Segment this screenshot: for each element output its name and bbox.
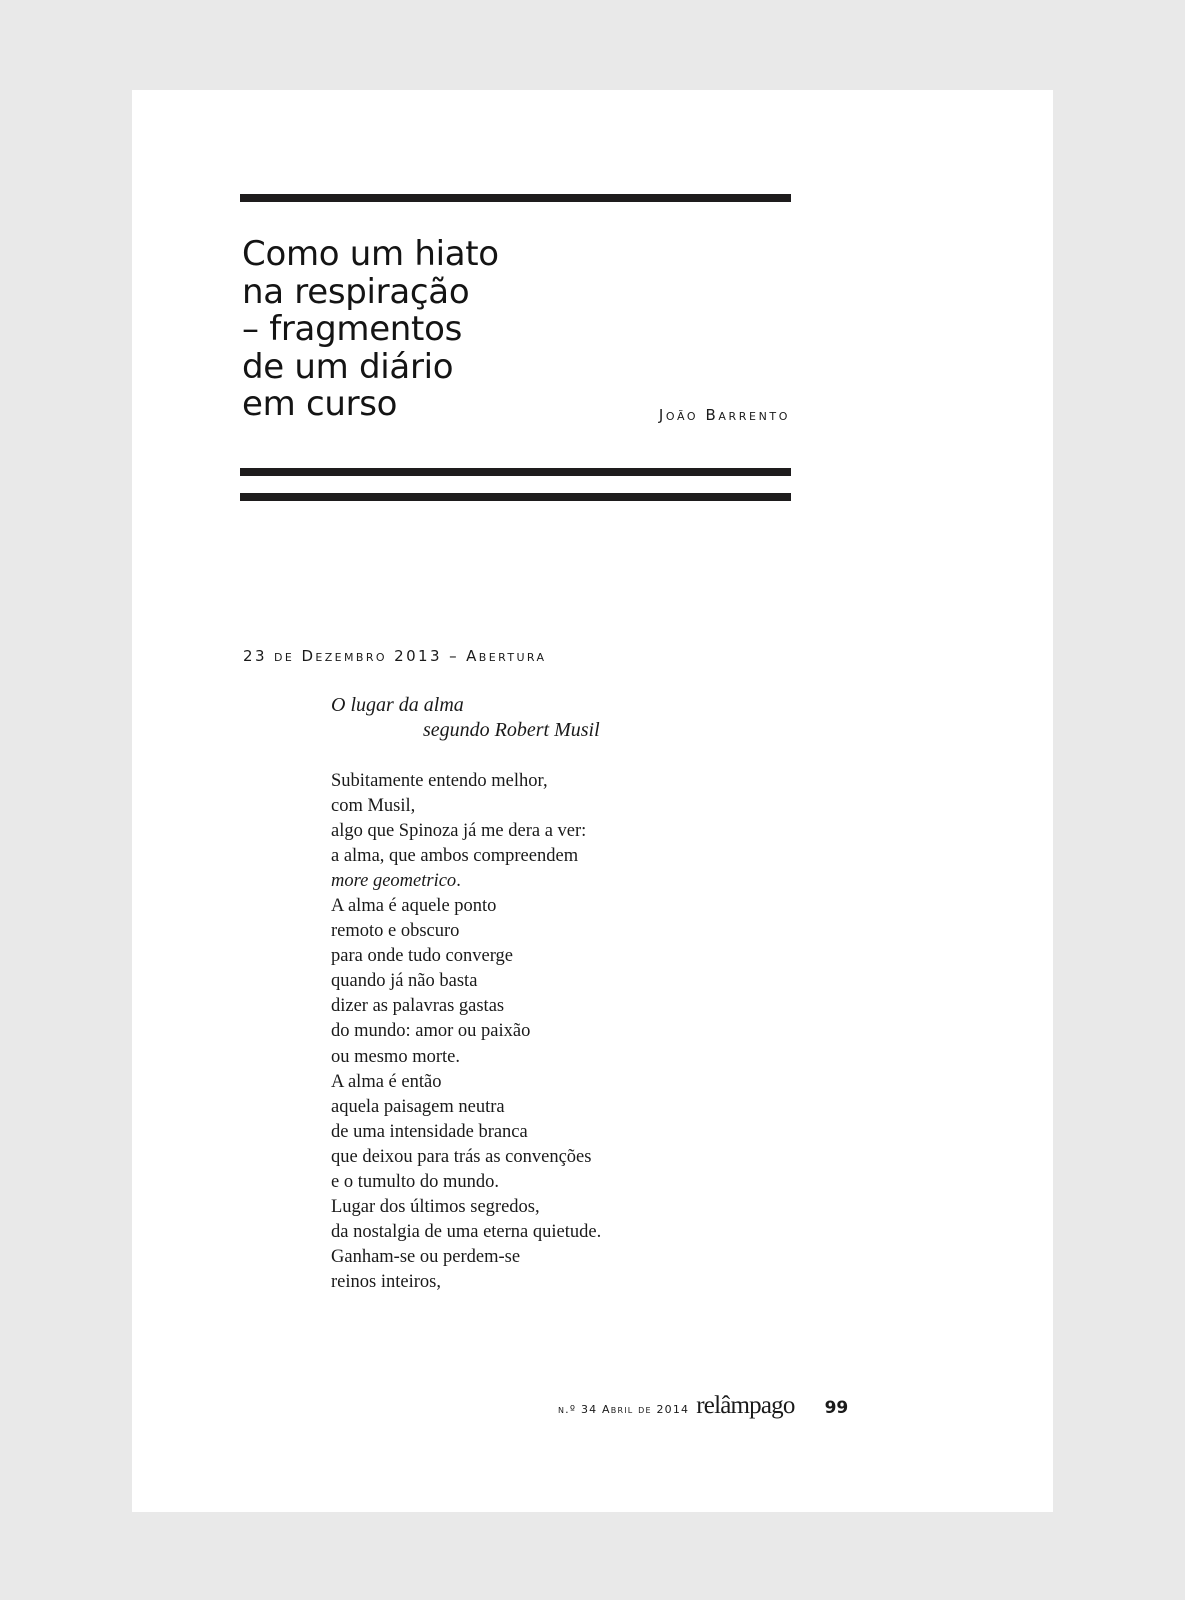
diary-entry-heading: 23 de Dezembro 2013 – Abertura [243,647,547,665]
poem-line: a alma, que ambos compreendem [331,846,579,867]
poem-line: quando já não basta [331,971,478,992]
poem-line: Ganham-se ou perdem-se [331,1246,521,1267]
title-line: de um diário [242,346,454,387]
poem-line-punctuation: . [456,871,461,892]
top-rule [240,194,791,202]
author-name: João Barrento [658,406,790,424]
poem-body [331,769,601,1295]
poem-line: Lugar dos últimos segredos, [331,1196,540,1217]
page-number: 99 [824,1398,849,1418]
poem-line: Subitamente entendo melhor, [331,771,548,791]
poem-line: reinos inteiros, [331,1271,441,1292]
poem-title-line: segundo Robert Musil [423,719,600,741]
poem-line: da nostalgia de uma eterna quietude. [331,1221,602,1242]
article-title [242,236,499,424]
title-line: Como um hiato [242,234,499,274]
poem-line: ou mesmo morte. [331,1046,460,1067]
poem-line: que deixou para trás as convenções [331,1146,592,1167]
poem-line: algo que Spinoza já me dera a ver: [331,821,587,842]
poem-title-line: O lugar da alma [331,694,464,716]
poem-line: aquela paisagem neutra [331,1096,505,1117]
poem-line: A alma é aquele ponto [331,896,497,917]
poem-line [331,869,601,894]
bottom-rule-2 [240,493,791,501]
title-line: na respiração [242,271,470,312]
poem-line: A alma é então [331,1071,442,1092]
title-line: – fragmentos [242,309,463,349]
magazine-logo: relâmpago [696,1392,795,1419]
poem-line: e o tumulto do mundo. [331,1171,500,1192]
poem-line-italic: more geometrico [331,871,457,892]
poem-line: remoto e obscuro [331,921,460,942]
poem-line: para onde tudo converge [331,946,514,967]
page-footer [558,1392,848,1420]
poem-line: com Musil, [331,796,416,817]
title-line: em curso [242,384,398,424]
poem-title [331,693,600,743]
poem-line: dizer as palavras gastas [331,996,505,1017]
poem-line: do mundo: amor ou paixão [331,1021,531,1042]
poem-line: de uma intensidade branca [331,1121,528,1142]
issue-info: n.º 34 Abril de 2014 [558,1403,690,1416]
bottom-rule-1 [240,468,791,476]
